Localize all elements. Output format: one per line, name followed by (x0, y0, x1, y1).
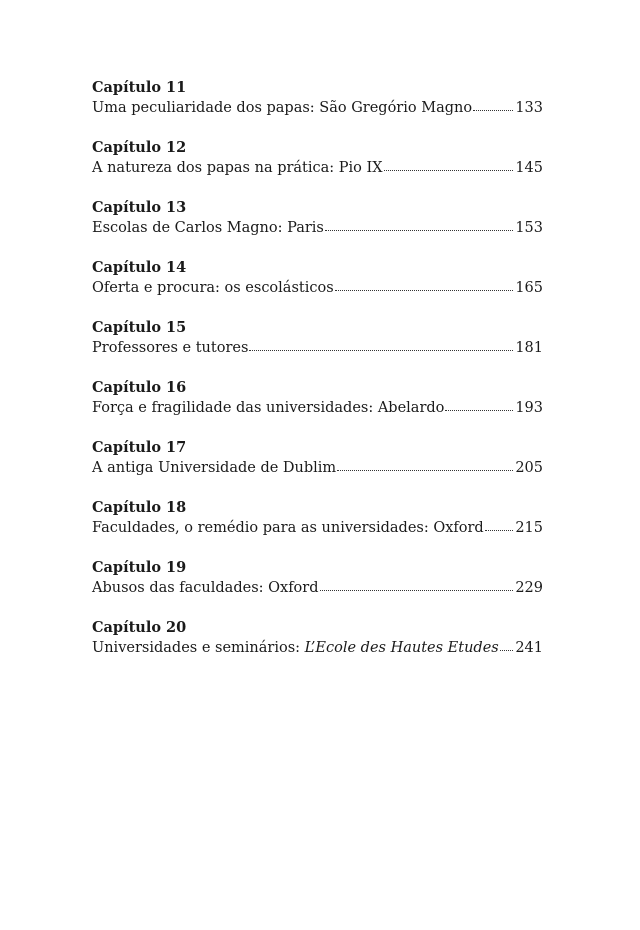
page-number: 215 (515, 520, 543, 536)
chapter-label: Capítulo 18 (92, 499, 187, 516)
dot-leader (485, 518, 514, 532)
chapter-title: A natureza dos papas na prática: Pio IX (92, 160, 383, 176)
chapter-title: Abusos das faculdades: Oxford (92, 580, 319, 596)
dot-leader (445, 398, 513, 412)
chapter-label: Capítulo 11 (92, 79, 187, 96)
chapter-title: Professores e tutores (92, 340, 249, 356)
toc-entry[interactable] (92, 438, 543, 498)
toc-entry[interactable] (92, 618, 543, 678)
toc-entry[interactable] (92, 558, 543, 618)
dot-leader (384, 158, 514, 172)
chapter-label: Capítulo 12 (92, 139, 187, 156)
page-number: 165 (515, 280, 543, 296)
page-number: 133 (515, 100, 543, 116)
page-number: 205 (515, 460, 543, 476)
toc-line (92, 578, 543, 598)
page-number: 229 (515, 580, 543, 596)
dot-leader (335, 278, 514, 292)
dot-leader (473, 98, 513, 112)
chapter-label: Capítulo 14 (92, 259, 187, 276)
toc-line (92, 218, 543, 238)
chapter-label: Capítulo 15 (92, 319, 187, 336)
dot-leader (325, 218, 513, 232)
chapter-title: Escolas de Carlos Magno: Paris (92, 220, 324, 236)
toc-line (92, 638, 543, 658)
table-of-contents (92, 78, 543, 678)
chapter-title: Uma peculiaridade dos papas: São Gregório Magno (92, 100, 473, 116)
toc-entry[interactable] (92, 258, 543, 318)
chapter-title: Oferta e procura: os escolásticos (92, 280, 334, 296)
dot-leader (337, 458, 513, 472)
page-number: 181 (515, 340, 543, 356)
chapter-label: Capítulo 17 (92, 439, 187, 456)
chapter-label: Capítulo 13 (92, 199, 187, 216)
chapter-title: A antiga Universidade de Dublim (92, 460, 337, 476)
toc-line (92, 338, 543, 358)
toc-entry[interactable] (92, 198, 543, 258)
toc-line (92, 518, 543, 538)
toc-entry[interactable] (92, 78, 543, 138)
page-number: 193 (515, 400, 543, 416)
page-number: 241 (515, 640, 543, 656)
dot-leader (249, 338, 513, 352)
chapter-title: Faculdades, o remédio para as universidades: Oxford (92, 520, 484, 536)
dot-leader (320, 578, 514, 592)
toc-entry[interactable] (92, 138, 543, 198)
chapter-title: Força e fragilidade das universidades: Abelardo (92, 400, 445, 416)
page-number: 145 (515, 160, 543, 176)
chapter-label: Capítulo 20 (92, 619, 187, 636)
dot-leader (500, 638, 514, 652)
toc-line (92, 98, 543, 118)
toc-entry[interactable] (92, 378, 543, 438)
toc-entry[interactable] (92, 498, 543, 558)
chapter-label: Capítulo 16 (92, 379, 187, 396)
chapter-title: Universidades e seminários: L’Ecole des Hautes Etudes (92, 640, 499, 656)
toc-line (92, 398, 543, 418)
chapter-title-italic: L’Ecole des Hautes Etudes (304, 640, 499, 656)
toc-line (92, 458, 543, 478)
chapter-label: Capítulo 19 (92, 559, 187, 576)
toc-entry[interactable] (92, 318, 543, 378)
page-number: 153 (515, 220, 543, 236)
toc-line (92, 278, 543, 298)
toc-line (92, 158, 543, 178)
